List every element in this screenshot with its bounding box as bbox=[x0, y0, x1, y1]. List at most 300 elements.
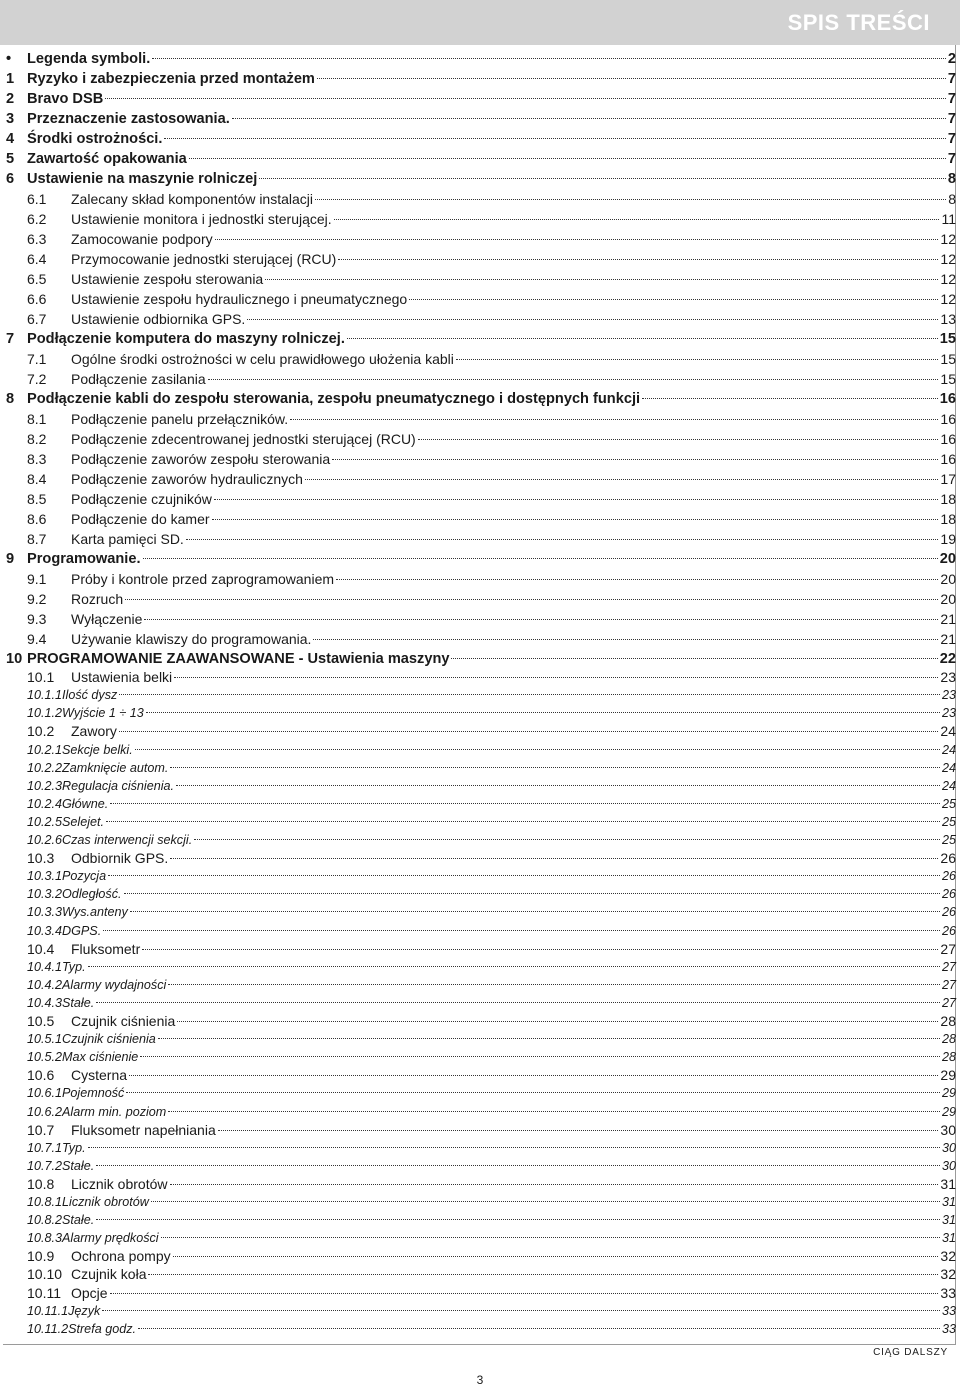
toc-entry[interactable] bbox=[6, 885, 956, 903]
toc-entry[interactable] bbox=[6, 867, 956, 885]
toc-entry-number: 10.1.1 bbox=[27, 688, 63, 703]
toc-entry[interactable] bbox=[6, 1030, 956, 1048]
toc-entry-title: Strefa godz. bbox=[68, 1321, 137, 1336]
toc-entry-number: 6 bbox=[6, 171, 15, 187]
toc-entry[interactable] bbox=[6, 1229, 956, 1247]
toc-entry-page: 28 bbox=[940, 1013, 956, 1029]
toc-entry[interactable] bbox=[6, 1320, 956, 1338]
toc-entry-number: 10.5 bbox=[27, 1013, 55, 1029]
toc-entry[interactable] bbox=[6, 150, 956, 168]
toc-entry-page: 15 bbox=[940, 371, 956, 387]
dot-leader bbox=[88, 1147, 940, 1148]
toc-entry-page: 23 bbox=[941, 706, 956, 721]
toc-entry-number: 10.4 bbox=[27, 940, 55, 957]
dot-leader bbox=[119, 694, 940, 695]
toc-entry[interactable] bbox=[6, 310, 956, 328]
toc-entry-number: 6.5 bbox=[27, 271, 47, 287]
toc-entry-page: 26 bbox=[941, 905, 956, 920]
toc-entry[interactable] bbox=[6, 270, 956, 288]
toc-entry-title: Typ. bbox=[62, 959, 86, 974]
dot-leader bbox=[176, 785, 940, 786]
toc-entry[interactable] bbox=[6, 490, 956, 508]
dot-leader bbox=[164, 138, 945, 139]
toc-entry-title: Ilość dysz bbox=[62, 688, 118, 703]
toc-entry[interactable] bbox=[6, 390, 956, 408]
toc-entry-page: 13 bbox=[940, 311, 956, 327]
dot-leader bbox=[338, 259, 938, 260]
dot-leader bbox=[451, 658, 937, 659]
toc-entry-page: 24 bbox=[940, 723, 956, 740]
toc-entry-title: Pojemność bbox=[62, 1086, 125, 1101]
toc-entry-page: 2 bbox=[947, 51, 956, 67]
dot-leader bbox=[247, 319, 938, 320]
toc-entry-title: Typ. bbox=[62, 1140, 86, 1155]
toc-entry-page: 32 bbox=[940, 1266, 956, 1283]
toc-entry-number: 6.1 bbox=[27, 191, 47, 207]
toc-entry-title: Wyłączenie bbox=[71, 611, 143, 627]
toc-entry-page: 25 bbox=[941, 814, 956, 829]
dot-leader bbox=[110, 803, 940, 804]
toc-entry-title: Opcje bbox=[71, 1284, 108, 1301]
toc-entry-number: 10.8.1 bbox=[27, 1195, 63, 1209]
dot-leader bbox=[259, 178, 946, 179]
dot-leader bbox=[215, 239, 939, 240]
dot-leader bbox=[208, 379, 939, 380]
toc-entry-page: 24 bbox=[941, 778, 956, 793]
toc-entry-page: 8 bbox=[948, 191, 956, 207]
toc-entry-title: Programowanie. bbox=[27, 551, 141, 567]
toc-entry-title: Środki ostrożności. bbox=[27, 131, 163, 147]
toc-entry-number: 3 bbox=[6, 111, 15, 127]
dot-leader bbox=[168, 984, 940, 985]
dot-leader bbox=[170, 858, 938, 859]
dot-leader bbox=[332, 459, 938, 460]
dot-leader bbox=[173, 1256, 939, 1257]
toc-entry[interactable] bbox=[6, 410, 956, 428]
toc-entry-number: 8.7 bbox=[27, 531, 47, 547]
toc-entry-number: 10.4.2 bbox=[27, 977, 63, 992]
toc-entry-page: 31 bbox=[941, 1213, 956, 1228]
toc-entry-number: 10.2.4 bbox=[27, 796, 63, 811]
toc-entry[interactable] bbox=[6, 210, 956, 228]
toc-entry-title: Podłączenie zdecentrowanej jednostki sterującej (RCU) bbox=[71, 431, 416, 447]
toc-entry-title: Podłączenie do kamer bbox=[71, 511, 210, 527]
toc-entry[interactable] bbox=[6, 1284, 956, 1302]
toc-entry[interactable] bbox=[6, 903, 956, 921]
dot-leader bbox=[347, 338, 938, 339]
dot-leader bbox=[170, 767, 940, 768]
toc-entry-page: 21 bbox=[940, 631, 956, 647]
toc-entry-number: 7.1 bbox=[27, 351, 47, 367]
dot-leader bbox=[119, 731, 939, 732]
toc-entry-title: Przeznaczenie zastosowania. bbox=[27, 111, 230, 127]
dot-leader bbox=[317, 78, 946, 79]
dot-leader bbox=[194, 839, 940, 840]
toc-entry-number: 8.3 bbox=[27, 451, 47, 467]
toc-entry-title: Czas interwencji sekcji. bbox=[62, 833, 193, 847]
dot-leader bbox=[186, 539, 939, 540]
toc-entry-number: 10.3 bbox=[27, 850, 55, 867]
toc-entry-page: 28 bbox=[941, 1032, 956, 1047]
toc-entry-title: Sekcje belki. bbox=[62, 742, 133, 757]
header-band bbox=[0, 0, 960, 45]
toc-entry-title: Podłączenie komputera do maszyny rolniczej. bbox=[27, 331, 345, 347]
dot-leader bbox=[212, 519, 939, 520]
continued-label: CIĄG DALSZY bbox=[873, 1347, 948, 1358]
toc-entry-title: Zawartość opakowania bbox=[27, 151, 187, 167]
toc-entry-number: 5 bbox=[6, 151, 15, 167]
toc-entry-title: Główne. bbox=[62, 796, 109, 811]
dot-leader bbox=[88, 966, 940, 967]
toc-entry-number: 10.2.5 bbox=[27, 814, 63, 829]
toc-entry-title: Pozycja bbox=[62, 869, 107, 884]
dot-leader bbox=[170, 1184, 939, 1185]
toc-entry-number: 7 bbox=[6, 331, 15, 347]
toc-entry-title: Odbiornik GPS. bbox=[71, 850, 169, 867]
toc-entry-title: Ustawienie odbiornika GPS. bbox=[71, 311, 246, 327]
toc-entry[interactable] bbox=[6, 290, 956, 308]
toc-entry[interactable] bbox=[6, 650, 956, 668]
toc-entry-number: 9 bbox=[6, 551, 15, 567]
toc-entry-page: 15 bbox=[940, 351, 956, 367]
toc-entry[interactable] bbox=[6, 450, 956, 468]
dot-leader bbox=[138, 1328, 940, 1329]
toc-entry-title: Próby i kontrole przed zaprogramowaniem bbox=[71, 571, 335, 587]
dot-leader bbox=[161, 1237, 940, 1238]
page-number: 3 bbox=[476, 1373, 484, 1387]
toc-entry-title: Regulacja ciśnienia. bbox=[62, 778, 175, 793]
dot-leader bbox=[152, 58, 946, 59]
toc-entry-page: 12 bbox=[940, 291, 956, 307]
toc-entry-title: Podłączenie panelu przełączników. bbox=[71, 411, 289, 427]
dot-leader bbox=[126, 1092, 940, 1093]
toc-entry-page: 7 bbox=[947, 111, 956, 127]
toc-entry-title: Legenda symboli. bbox=[27, 51, 151, 67]
toc-entry-title: Ustawienia belki bbox=[71, 669, 173, 686]
dot-leader bbox=[110, 1293, 939, 1294]
toc-entry-title: Licznik obrotów bbox=[71, 1175, 168, 1192]
toc-entry-page: 29 bbox=[941, 1104, 956, 1119]
toc-entry[interactable] bbox=[6, 668, 956, 686]
toc-entry-page: 25 bbox=[941, 796, 956, 811]
toc-entry-number: 10.8.2 bbox=[27, 1213, 63, 1228]
toc-entry-number: 10.1.2 bbox=[27, 706, 63, 721]
toc-entry[interactable] bbox=[6, 530, 956, 548]
dot-leader bbox=[168, 1111, 940, 1112]
toc-entry-page: 26 bbox=[941, 869, 956, 884]
toc-entry-number: • bbox=[6, 51, 12, 67]
toc-entry[interactable] bbox=[6, 1012, 956, 1030]
dot-leader bbox=[129, 1075, 938, 1076]
toc-entry-title: Ustawienie zespołu hydraulicznego i pneumatycznego bbox=[71, 291, 408, 307]
toc-entry-title: Ustawienie na maszynie rolniczej bbox=[27, 171, 258, 187]
dot-leader bbox=[315, 199, 946, 200]
toc-entry-page: 20 bbox=[940, 571, 956, 587]
toc-entry-title: Ochrona pompy bbox=[71, 1248, 171, 1265]
dot-leader bbox=[189, 158, 946, 159]
toc-entry[interactable] bbox=[6, 90, 956, 108]
toc-entry[interactable] bbox=[6, 1265, 956, 1283]
toc-entry-title: Podłączenie zaworów zespołu sterowania bbox=[71, 451, 331, 467]
toc-entry[interactable] bbox=[6, 1193, 956, 1211]
toc-entry-page: 12 bbox=[940, 271, 956, 287]
toc-entry-page: 7 bbox=[947, 71, 956, 87]
toc-entry-page: 27 bbox=[941, 995, 956, 1010]
toc-entry-page: 11 bbox=[941, 211, 956, 227]
toc-entry-title: Czujnik koła bbox=[71, 1266, 147, 1283]
dot-leader bbox=[96, 1165, 940, 1166]
dot-leader bbox=[124, 893, 940, 894]
toc-entry[interactable] bbox=[6, 686, 956, 704]
toc-entry-page: 30 bbox=[941, 1158, 956, 1173]
toc-entry-title: Podłączenie zasilania bbox=[71, 371, 206, 387]
toc-entry-title: Licznik obrotów bbox=[62, 1195, 149, 1209]
toc-entry-title: Stałe. bbox=[62, 1213, 95, 1228]
toc-entry-title: Bravo DSB bbox=[27, 91, 104, 107]
toc-entry-title: Fluksometr bbox=[71, 940, 141, 957]
toc-entry-page: 26 bbox=[940, 850, 956, 867]
toc-entry-title: Ustawienie zespołu sterowania bbox=[71, 271, 264, 287]
toc-entry-page: 33 bbox=[941, 1303, 956, 1318]
toc-entry[interactable] bbox=[6, 350, 956, 368]
toc-entry-page: 16 bbox=[940, 431, 956, 447]
toc-entry-page: 20 bbox=[939, 551, 956, 567]
toc-entry-number: 7.2 bbox=[27, 371, 47, 387]
dot-leader bbox=[144, 619, 938, 620]
toc-entry[interactable] bbox=[6, 741, 956, 759]
dot-leader bbox=[334, 219, 940, 220]
dot-leader bbox=[158, 1038, 940, 1039]
toc-entry-number: 9.3 bbox=[27, 611, 47, 627]
dot-leader bbox=[102, 1310, 940, 1311]
toc-entry[interactable] bbox=[6, 940, 956, 958]
dot-leader bbox=[143, 558, 938, 559]
toc-entry-page: 29 bbox=[941, 1086, 956, 1101]
toc-entry-title: Alarmy wydajności bbox=[62, 977, 167, 992]
dot-leader bbox=[336, 579, 938, 580]
toc-entry[interactable] bbox=[6, 849, 956, 867]
toc-entry-page: 22 bbox=[939, 651, 956, 667]
toc-entry[interactable] bbox=[6, 330, 956, 348]
toc-entry-page: 27 bbox=[941, 959, 956, 974]
toc-entry[interactable] bbox=[6, 1084, 956, 1102]
dot-leader bbox=[125, 599, 938, 600]
toc-entry-title: Rozruch bbox=[71, 591, 124, 607]
toc-entry-page: 30 bbox=[941, 1140, 956, 1155]
toc-entry-page: 8 bbox=[947, 171, 956, 187]
toc-entry[interactable] bbox=[6, 704, 956, 722]
toc-entry-number: 1 bbox=[6, 71, 15, 87]
toc-entry-title: Wyjście 1 ÷ 13 bbox=[62, 706, 144, 721]
toc-entry[interactable] bbox=[6, 1247, 956, 1265]
toc-entry-number: 6.2 bbox=[27, 211, 47, 227]
toc-entry[interactable] bbox=[6, 50, 956, 68]
toc-entry-title: PROGRAMOWANIE ZAAWANSOWANE - Ustawienia maszyny bbox=[27, 651, 450, 667]
toc-entry-page: 24 bbox=[941, 742, 956, 757]
toc-entry-number: 9.1 bbox=[27, 571, 47, 587]
toc-entry[interactable] bbox=[6, 610, 956, 628]
toc-entry[interactable] bbox=[6, 759, 956, 777]
toc-entry-title: Używanie klawiszy do programowania. bbox=[71, 631, 312, 647]
toc-entry[interactable] bbox=[6, 250, 956, 268]
toc-entry[interactable] bbox=[6, 1211, 956, 1229]
toc-entry-page: 32 bbox=[940, 1248, 956, 1265]
dot-leader bbox=[108, 875, 940, 876]
dot-leader bbox=[177, 1021, 938, 1022]
toc-entry-title: Podłączenie czujników bbox=[71, 491, 212, 507]
toc-entry-number: 6.3 bbox=[27, 231, 47, 247]
toc-entry[interactable] bbox=[6, 230, 956, 248]
toc-entry-title: Ustawienie monitora i jednostki sterującej. bbox=[71, 211, 332, 227]
toc-entry-page: 7 bbox=[947, 151, 956, 167]
toc-entry-number: 10.7.2 bbox=[27, 1158, 63, 1173]
toc-entry[interactable] bbox=[6, 1121, 956, 1139]
toc-entry-number: 8.6 bbox=[27, 511, 47, 527]
dot-leader bbox=[96, 1002, 940, 1003]
toc-entry[interactable] bbox=[6, 1048, 956, 1066]
toc-entry-number: 10.11.2 bbox=[27, 1321, 69, 1336]
toc-entry-page: 12 bbox=[940, 251, 956, 267]
toc-entry-number: 10.3.4 bbox=[27, 923, 63, 938]
toc-entry-page: 17 bbox=[940, 471, 956, 487]
toc-entry[interactable] bbox=[6, 570, 956, 588]
toc-entry[interactable] bbox=[6, 470, 956, 488]
toc-entry-number: 10.11.1 bbox=[27, 1303, 69, 1318]
toc-entry[interactable] bbox=[6, 630, 956, 648]
dot-leader bbox=[146, 712, 940, 713]
toc-entry-title: Max ciśnienie bbox=[62, 1050, 139, 1065]
dot-leader bbox=[418, 439, 939, 440]
toc-entry-number: 10.2.3 bbox=[27, 778, 63, 793]
toc-entry[interactable] bbox=[6, 170, 956, 188]
toc-entry-page: 31 bbox=[941, 1231, 956, 1246]
toc-entry-page: 21 bbox=[940, 611, 956, 627]
toc-entry-title: Selejet. bbox=[62, 814, 105, 829]
toc-entry-number: 10.6 bbox=[27, 1067, 55, 1084]
toc-entry[interactable] bbox=[6, 590, 956, 608]
toc-entry-page: 19 bbox=[940, 531, 956, 547]
dot-leader bbox=[313, 639, 938, 640]
toc-entry-number: 10.8 bbox=[27, 1175, 55, 1192]
toc-entry[interactable] bbox=[6, 430, 956, 448]
toc-entry-page: 27 bbox=[941, 977, 956, 992]
toc-entry-title: Zamknięcie autom. bbox=[62, 760, 169, 775]
toc-entry-page: 7 bbox=[947, 91, 956, 107]
toc-entry-page: 30 bbox=[940, 1121, 956, 1138]
dot-leader bbox=[409, 299, 938, 300]
toc-entry[interactable] bbox=[6, 550, 956, 568]
toc-entry[interactable] bbox=[6, 831, 956, 849]
dot-leader bbox=[232, 118, 946, 119]
toc-entry-title: Alarmy prędkości bbox=[62, 1231, 159, 1246]
toc-entry-number: 10.2.1 bbox=[27, 742, 63, 757]
toc-entry-page: 29 bbox=[940, 1067, 956, 1084]
toc-entry-page: 12 bbox=[940, 231, 956, 247]
dot-leader bbox=[214, 499, 939, 500]
toc-entry[interactable] bbox=[6, 813, 956, 831]
toc-entry-page: 16 bbox=[939, 391, 956, 407]
dot-leader bbox=[140, 1056, 940, 1057]
toc-entry[interactable] bbox=[6, 922, 956, 940]
toc-entry[interactable] bbox=[6, 1066, 956, 1084]
toc-entry[interactable] bbox=[6, 795, 956, 813]
dot-leader bbox=[105, 98, 946, 99]
toc-entry-number: 9.4 bbox=[27, 631, 47, 647]
toc-entry[interactable] bbox=[6, 130, 956, 148]
toc-entry-page: 33 bbox=[941, 1321, 956, 1336]
toc-entry-number: 9.2 bbox=[27, 591, 47, 607]
dot-leader bbox=[135, 749, 940, 750]
toc-entry-number: 6.6 bbox=[27, 291, 47, 307]
toc-entry-page: 16 bbox=[940, 451, 956, 467]
toc-entry-number: 10.4.3 bbox=[27, 995, 63, 1010]
toc-entry-title: Cysterna bbox=[71, 1067, 128, 1084]
dot-leader bbox=[265, 279, 938, 280]
toc-entry[interactable] bbox=[6, 1139, 956, 1157]
toc-entry[interactable] bbox=[6, 1302, 956, 1320]
toc-entry-number: 10.11 bbox=[27, 1284, 61, 1301]
toc-entry-page: 33 bbox=[940, 1284, 956, 1301]
toc-entry[interactable] bbox=[6, 370, 956, 388]
toc-entry-number: 8 bbox=[6, 391, 15, 407]
toc-entry-page: 16 bbox=[940, 411, 956, 427]
toc-entry-number: 10.5.2 bbox=[27, 1050, 63, 1065]
toc-entry-page: 27 bbox=[940, 940, 956, 957]
toc-entry[interactable] bbox=[6, 994, 956, 1012]
toc-entry-number: 2 bbox=[6, 91, 15, 107]
toc-entry[interactable] bbox=[6, 70, 956, 88]
toc-entry-number: 10.6.2 bbox=[27, 1104, 63, 1119]
toc-entry-title: Czujnik ciśnienia bbox=[62, 1032, 156, 1047]
dot-leader bbox=[151, 1201, 940, 1202]
toc-entry-number: 6.7 bbox=[27, 311, 47, 327]
dot-leader bbox=[174, 677, 938, 678]
toc-entry-page: 23 bbox=[941, 688, 956, 703]
toc-entry[interactable] bbox=[6, 1175, 956, 1193]
toc-entry-title: Fluksometr napełniania bbox=[71, 1121, 216, 1138]
toc-entry-number: 10.1 bbox=[27, 669, 55, 686]
toc-entry[interactable] bbox=[6, 976, 956, 994]
dot-leader bbox=[642, 398, 938, 399]
toc-entry[interactable] bbox=[6, 722, 956, 740]
dot-leader bbox=[218, 1130, 939, 1131]
toc-entry-number: 10.5.1 bbox=[27, 1032, 63, 1047]
toc-entry-number: 10.7.1 bbox=[27, 1140, 63, 1155]
toc-entry-page: 28 bbox=[941, 1050, 956, 1065]
toc-entry-number: 10.7 bbox=[27, 1121, 55, 1138]
toc-entry-title: Ryzyko i zabezpieczenia przed montażem bbox=[27, 71, 315, 87]
toc-entry[interactable] bbox=[6, 190, 956, 208]
toc-entry-page: 25 bbox=[941, 833, 956, 847]
toc-entry-number: 10.3.1 bbox=[27, 869, 63, 884]
toc-entry-title: Ogólne środki ostrożności w celu prawidłowego ułożenia kabli bbox=[71, 351, 454, 367]
toc-entry-number: 10.8.3 bbox=[27, 1231, 63, 1246]
toc-entry[interactable] bbox=[6, 510, 956, 528]
toc-entry[interactable] bbox=[6, 110, 956, 128]
toc-entry-number: 10.10 bbox=[27, 1266, 63, 1283]
dot-leader bbox=[103, 930, 940, 931]
toc-entry-number: 10.9 bbox=[27, 1248, 55, 1265]
toc-entry-number: 10 bbox=[6, 651, 23, 667]
toc-entry-page: 31 bbox=[940, 1175, 956, 1192]
toc-entry[interactable] bbox=[6, 1103, 956, 1121]
toc-entry-number: 10.6.1 bbox=[27, 1086, 63, 1101]
toc-entry[interactable] bbox=[6, 777, 956, 795]
toc-entry[interactable] bbox=[6, 958, 956, 976]
toc-entry[interactable] bbox=[6, 1157, 956, 1175]
toc-entry-title: Zalecany skład komponentów instalacji bbox=[71, 191, 314, 207]
dot-leader bbox=[148, 1274, 938, 1275]
